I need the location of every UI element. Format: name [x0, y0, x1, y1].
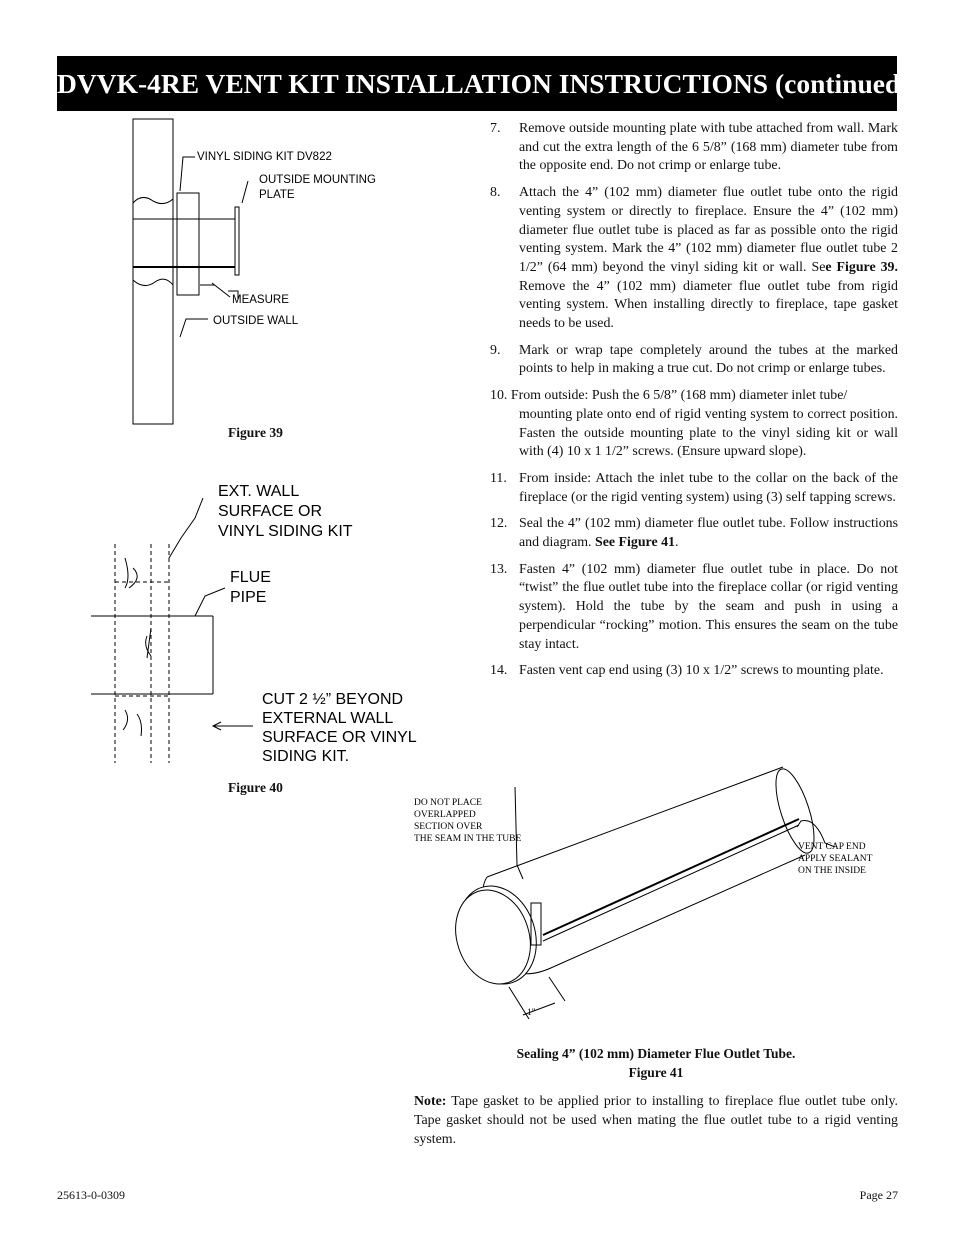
step-text: From outside: Push the 6 5/8” (168 mm) diameter inlet tube/	[510, 388, 848, 404]
step-text: Attach the 4” (102 mm) diameter flue outlet tube onto the rigid venting system or directly to fireplace. Ensure the 4” (102 mm) diameter flue outlet tube is placed as far as possible onto the rigid venting system. Mark the 4” (102 mm) diameter flue outlet tube 2 1/2” (64 mm) beyond the vinyl siding kit or wall. Se	[519, 185, 898, 275]
step-8	[490, 184, 898, 334]
step-text: Fasten 4” (102 mm) diameter flue outlet tube in place. Do not “twist” the flue outlet tube into the fireplace collar (or rigid venting system). Hold the tube by the seam and push in using a perpendicular “rocking” motion. This ensures the seam on the tube stay intact.	[519, 561, 898, 652]
label-outside-mounting-plate: OUTSIDE MOUNTING	[259, 174, 376, 186]
label-do-not-place-3: SECTION OVER	[414, 822, 483, 832]
label-flue-pipe-2: PIPE	[230, 589, 267, 606]
step-number: 9.	[490, 342, 501, 358]
label-do-not-place: DO NOT PLACE	[414, 798, 482, 808]
figure-40-caption: Figure 40	[228, 780, 283, 795]
label-cut: CUT 2 ½” BEYOND	[262, 691, 404, 708]
step-14	[490, 662, 898, 681]
step-9	[490, 342, 898, 379]
label-cut-4: SIDING KIT.	[262, 748, 350, 765]
label-dimension-1in: 1"	[527, 1008, 536, 1018]
note-paragraph	[414, 1092, 898, 1149]
step-number: 12.	[490, 516, 508, 532]
label-do-not-place-2: OVERLAPPED	[414, 810, 476, 820]
step-11	[490, 470, 898, 507]
page-number: Page 27	[859, 1188, 898, 1202]
figure-41-caption-number: Figure 41	[628, 1065, 684, 1080]
label-outside-mounting-plate-2: PLATE	[259, 189, 295, 201]
step-text-continued: Remove the 4” (102 mm) diameter flue outlet tube from rigid venting system. When installing directly to fireplace, tape gasket needs to be used.	[519, 278, 898, 332]
page-title: DVVK-4RE VENT KIT INSTALLATION INSTRUCTIONS (continued)	[57, 56, 897, 111]
label-vent-cap-end-3: ON THE INSIDE	[798, 866, 866, 876]
figure-41-caption-title: Sealing 4” (102 mm) Diameter Flue Outlet Tube.	[516, 1046, 796, 1061]
note-text: Tape gasket to be applied prior to installing to fireplace flue outlet tube only. Tape gasket should not be used when mating the flue outlet tube to a rigid venting system.	[414, 1094, 898, 1147]
step-text-continued: .	[675, 535, 679, 551]
label-cut-2: EXTERNAL WALL	[262, 710, 394, 727]
step-text: Seal the 4” (102 mm) diameter flue outlet tube. Follow instructions and diagram.	[519, 516, 898, 551]
label-vinyl-siding-kit: VINYL SIDING KIT DV822	[197, 151, 332, 163]
step-text: From inside: Attach the inlet tube to the collar on the back of the fireplace (or the rigid venting system) using (3) self tapping screws.	[519, 470, 898, 505]
step-number: 11.	[490, 470, 507, 486]
step-text: Mark or wrap tape completely around the tubes at the marked points to help in making a true cut. Do not crimp or enlarge tubes.	[519, 342, 898, 377]
figure-41-caption	[414, 1044, 898, 1082]
step-13	[490, 561, 898, 655]
instruction-steps	[490, 120, 898, 689]
figure-reference: e Figure 39.	[825, 259, 898, 275]
step-text: Fasten vent cap end using (3) 10 x 1/2” screws to mounting plate.	[519, 663, 884, 679]
label-cut-3: SURFACE OR VINYL	[262, 729, 417, 746]
label-vent-cap-end: VENT CAP END	[798, 842, 866, 852]
step-number: 13.	[490, 561, 508, 577]
step-number: 8.	[490, 185, 501, 201]
step-number: 10.	[490, 388, 508, 404]
figure-39-caption: Figure 39	[228, 425, 283, 440]
label-ext-wall-2: SURFACE OR	[218, 503, 323, 520]
step-10	[490, 387, 898, 462]
label-measure: MEASURE	[232, 294, 289, 306]
step-text: Remove outside mounting plate with tube attached from wall. Mark and cut the extra length of the 6 5/8” (168 mm) diameter tube from the opposite end. Do not crimp or enlarge tube.	[519, 121, 898, 174]
step-text-continued: mounting plate onto end of rigid venting system to correct position. Fasten the outside mounting plate to the vinyl siding kit or wall with (4) 10 x 1 1/2” screws. (Ensure upward slope).	[519, 406, 898, 460]
figure-40-diagram	[85, 478, 445, 773]
step-12	[490, 515, 898, 552]
step-number: 7.	[490, 121, 501, 136]
figure-reference: See Figure 41	[595, 535, 675, 551]
label-ext-wall: EXT. WALL	[218, 483, 300, 500]
note-label: Note:	[414, 1094, 447, 1109]
label-flue-pipe: FLUE	[230, 569, 271, 586]
step-7	[490, 120, 898, 176]
figure-41-diagram	[405, 755, 905, 1035]
label-do-not-place-4: THE SEAM IN THE TUBE	[414, 834, 522, 844]
doc-number: 25613-0-0309	[57, 1188, 125, 1202]
label-vent-cap-end-2: APPLY SEALANT	[798, 854, 873, 864]
figure-39-diagram	[120, 115, 450, 435]
label-outside-wall: OUTSIDE WALL	[213, 315, 299, 327]
step-number: 14.	[490, 663, 508, 679]
label-ext-wall-3: VINYL SIDING KIT	[218, 523, 353, 540]
